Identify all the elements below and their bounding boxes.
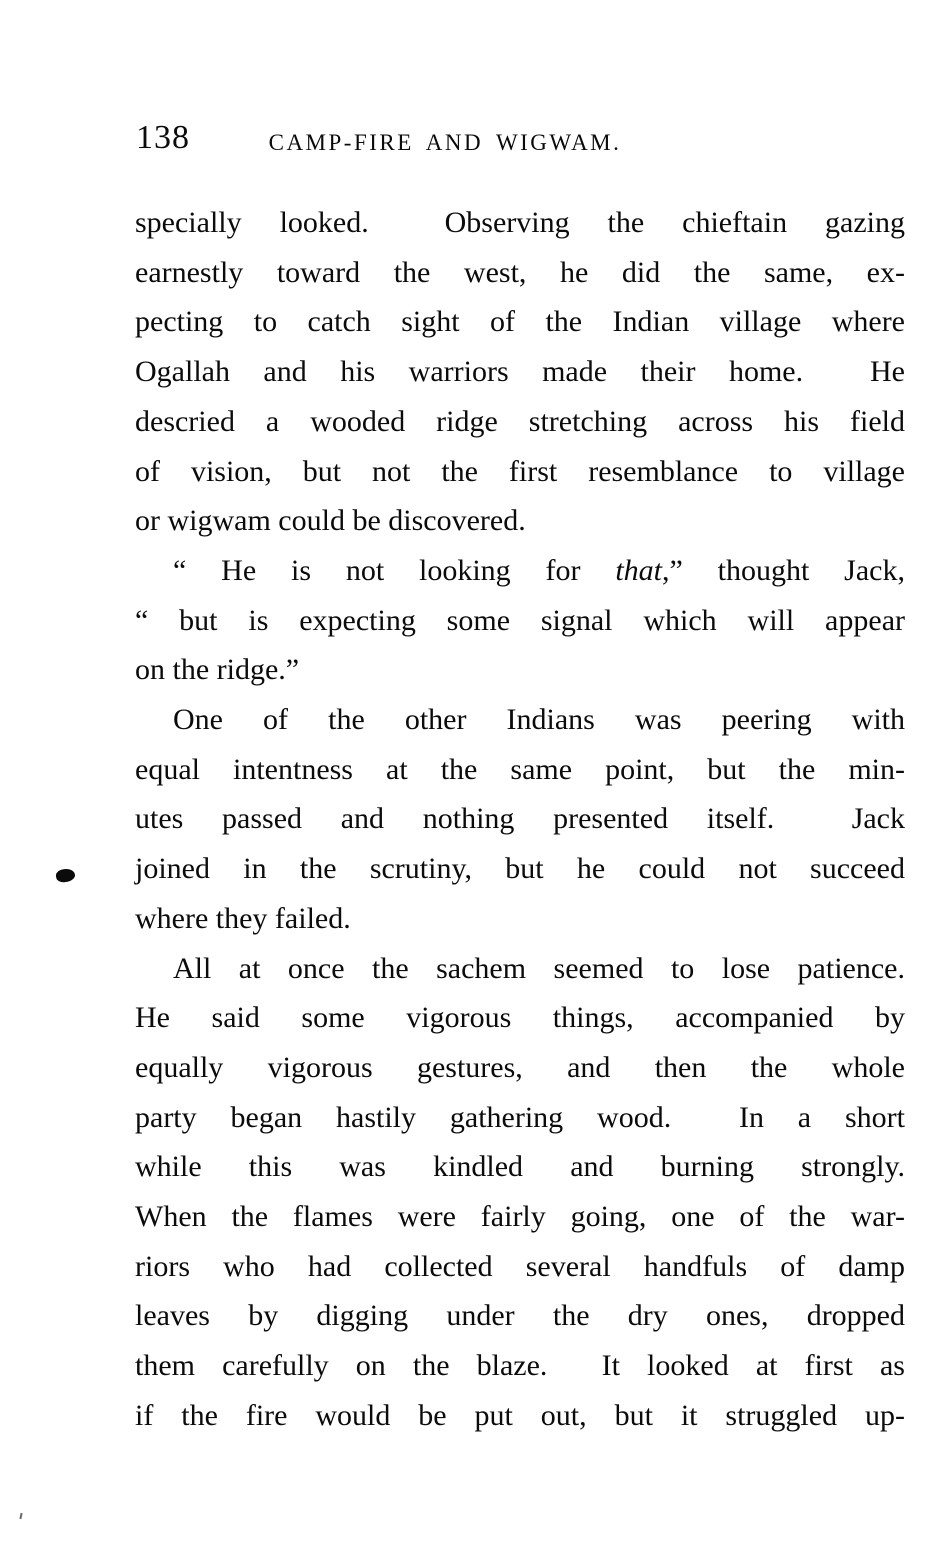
running-header [0,0,945,170]
text-segment: where they failed. [135,901,351,935]
text-segment: pecting to catch sight of the Indian village where [135,305,905,339]
text-line [135,745,905,795]
text-segment: All at once the sachem seemed to lose patience. [173,951,905,985]
text-segment: or wigwam could be discovered. [135,504,526,538]
text-segment: When the flames were fairly going, one of the war- [135,1200,905,1234]
text-segment: Ogallah and his warriors made their home. He [135,355,905,389]
text-line [135,496,905,546]
page-text [135,198,905,1441]
text-line [135,1192,905,1242]
text-segment: party began hastily gathering wood. In a short [135,1100,905,1134]
text-segment: joined in the scrutiny, but he could not succeed [135,852,905,886]
text-segment: ,” thought Jack, [662,553,905,587]
text-segment: them carefully on the blaze. It looked at first as [135,1349,905,1383]
text-line [135,347,905,397]
italic-text-segment: that [615,553,663,587]
text-line [135,1242,905,1292]
text-segment: specially looked. Observing the chieftain gazing [135,206,905,239]
text-segment: of vision, but not the first resemblance to village [135,454,905,488]
text-segment: “ but is expecting some signal which will appear [135,603,905,637]
text-line [135,894,905,944]
text-line [135,248,905,298]
text-line [135,297,905,347]
text-line [135,596,905,646]
text-line [135,944,905,994]
text-line [135,993,905,1043]
text-line [135,844,905,894]
scan-speck-artifact [19,1513,22,1519]
text-segment: riors who had collected several handfuls of damp [135,1249,905,1283]
text-line [135,1093,905,1143]
text-line [135,645,905,695]
text-segment: leaves by digging under the dry ones, dropped [135,1299,905,1333]
text-line [135,1043,905,1093]
running-header-title: CAMP-FIRE AND WIGWAM. [268,130,622,155]
text-segment: if the fire would be put out, but it struggled up- [135,1398,905,1432]
text-segment: descried a wooded ridge stretching across his field [135,404,905,438]
text-line [135,1291,905,1341]
text-line [135,794,905,844]
text-line [135,1142,905,1192]
text-segment: on the ridge.” [135,653,300,687]
text-segment: equal intentness at the same point, but the min- [135,752,905,786]
text-segment: “ He is not looking for [173,553,616,587]
text-segment: He said some vigorous things, accompanied by [135,1001,905,1035]
text-line [135,695,905,745]
text-line [135,397,905,447]
ink-blot-artifact [55,868,76,884]
text-segment: utes passed and nothing presented itself. Jack [135,802,905,836]
text-line [135,1391,905,1441]
text-line [135,1341,905,1391]
text-line [135,198,905,248]
text-line [135,546,905,596]
text-segment: while this was kindled and burning strongly. [135,1150,905,1184]
text-segment: earnestly toward the west, he did the same, ex- [135,255,905,289]
page-number: 138 [136,119,190,156]
text-segment: One of the other Indians was peering with [173,703,905,737]
text-segment: equally vigorous gestures, and then the whole [135,1050,905,1084]
text-line [135,447,905,497]
